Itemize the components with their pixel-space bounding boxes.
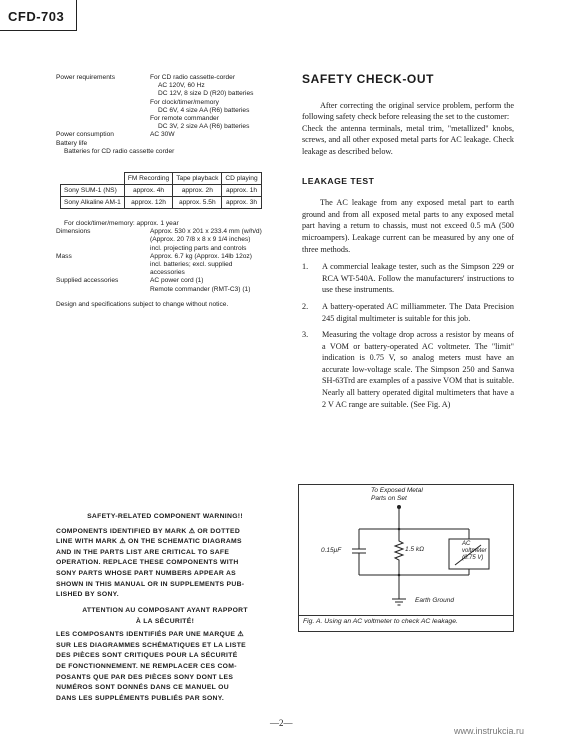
table-header: CD playing	[222, 173, 261, 185]
section-title: LEAKAGE TEST	[302, 175, 375, 186]
spec-line: DC 3V, 2 size AA (R6) batteries	[158, 123, 250, 131]
warning-line: DANS LES SUPPLÉMENTS PUBLIÉS PAR SONY.	[56, 694, 225, 702]
table-header-row	[61, 173, 262, 185]
label-line: AC	[462, 541, 471, 547]
model-header: CFD-703	[0, 0, 77, 31]
spec-line: Remote commander (RMT-C3) (1)	[150, 285, 251, 293]
list-number: 3.	[302, 330, 309, 340]
spec-line: Approx. 530 x 201 x 233.4 mm (w/h/d)	[150, 228, 262, 236]
table-cell: approx. 1h	[222, 185, 261, 197]
spec-line: For clock/timer/memory	[150, 98, 219, 106]
figure-caption: Fig. A. Using an AC voltmeter to check AC leakage.	[303, 618, 458, 625]
battery-table	[60, 172, 262, 209]
spec-line: incl. projecting parts and controls	[150, 244, 247, 252]
spec-label: Dimensions	[56, 228, 91, 236]
list-item	[302, 301, 514, 324]
label-line: (0.75 V)	[462, 555, 484, 561]
spec-line: accessories	[150, 269, 185, 277]
voltmeter-label	[462, 541, 487, 562]
spec-battery-sub: Batteries for CD radio cassette corder	[64, 147, 175, 155]
spec-label: Mass	[56, 252, 72, 260]
spec-line: For CD radio cassette-corder	[150, 74, 236, 81]
spec-value	[150, 228, 276, 253]
method-list	[302, 261, 514, 410]
spec-dimensions	[56, 228, 276, 253]
list-text: Measuring the voltage drop across a resistor by means of a VOM or battery-operated AC voltmeter. The "limit" indication is 0.75 V, so analog meters must have an accurate low-voltage scale. The Simpson 250 and Sanwa SH-63Trd are examples of a passive VOM that is suitable. Nearly all battery operated digital multimeters that have a 2 V AC range are suitable. (See Fig. A)	[322, 330, 514, 409]
spec-consumption	[56, 131, 276, 139]
warning-line: SONY PARTS WHOSE PART NUMBERS APPEAR AS	[56, 569, 237, 577]
label-line: voltmeter	[462, 548, 487, 554]
spec-line: For remote commander	[150, 115, 219, 123]
paragraph: The AC leakage from any exposed metal part to earth ground and from all exposed metal parts to any exposed metal part having a return to chassis, must not exceed 0.5 mA (500 microampers). Leakage current can be measured by any one of three methods.	[302, 198, 514, 254]
spec-clock: For clock/timer/memory: approx. 1 year	[64, 220, 179, 227]
warning-line: NUMÉROS SONT DONNÉS DANS CE MANUEL OU	[56, 684, 229, 692]
warning-line: OPERATION. REPLACE THESE COMPONENTS WITH	[56, 559, 239, 567]
table-cell: approx. 3h	[222, 197, 261, 209]
spec-label: Power consumption	[56, 131, 114, 139]
list-text: A commercial leakage tester, such as the Simpson 229 or RCA WT-540A. Follow the manufacturers' instructions to use these instruments.	[322, 262, 514, 295]
warning-line: AND IN THE PARTS LIST ARE CRITICAL TO SAFE	[56, 548, 230, 556]
specifications	[56, 74, 276, 156]
spec-label: Supplied accessories	[56, 277, 119, 285]
spec-accessories	[56, 277, 276, 293]
table-cell: Sony Alkaline AM-1	[61, 197, 125, 209]
safety-checkout-section	[302, 74, 514, 415]
label-line: Parts on Set	[371, 495, 407, 502]
safety-warning-en	[56, 512, 274, 601]
table-cell: approx. 5.5h	[173, 197, 222, 209]
paragraph: After correcting the original service problem, perform the following safety check before releasing the set to the customer:	[302, 100, 514, 122]
table-header: Tape playback	[173, 173, 222, 185]
list-text: A battery-operated AC milliammeter. The Data Precision 245 digital multimeter is suitable for this job.	[322, 301, 514, 323]
label-line: To Exposed Metal	[371, 487, 423, 494]
table-header: FM Recording	[124, 173, 172, 185]
table-row	[61, 185, 262, 197]
warning-title: SAFETY-RELATED COMPONENT WARNING!!	[87, 513, 243, 520]
table-row	[61, 197, 262, 209]
safety-warning-fr	[56, 606, 274, 704]
list-item	[302, 261, 514, 296]
spec-line: Approx. 6.7 kg (Approx. 14lb 12oz)	[150, 252, 252, 260]
list-item	[302, 329, 514, 410]
spec-mass	[56, 253, 276, 278]
table-cell: approx. 2h	[173, 185, 222, 197]
caption-divider	[299, 615, 513, 616]
figure-a	[298, 484, 514, 632]
spec-line: AC 120V, 60 Hz	[158, 82, 205, 90]
page-number: —2—	[270, 718, 293, 728]
warning-line: DES PIÈCES SONT CRITIQUES POUR LA SÉCURITÉ	[56, 652, 238, 660]
list-number: 1.	[302, 262, 309, 272]
spec-value: AC 30W	[150, 131, 175, 139]
paragraph: Check the antenna terminals, metal trim, "metallized" knobs, screws, and all other exposed metal parts for AC leakage. Check leakage as described below.	[302, 123, 514, 156]
spec-line: AC power cord (1)	[150, 277, 204, 285]
figure-top-label	[371, 487, 423, 503]
warning-line: DE FONCTIONNEMENT. NE REMPLACER CES COM-	[56, 662, 237, 670]
spec-line: DC 12V, 8 size D (R20) batteries	[158, 90, 254, 98]
warning-title: ATTENTION AU COMPOSANT AYANT RAPPORT	[82, 607, 248, 614]
spec-value	[150, 74, 276, 131]
specifications-continued	[56, 220, 276, 309]
warning-line: SUR LES DIAGRAMMES SCHÉMATIQUES ET LA LISTE	[56, 641, 247, 649]
section-title: SAFETY CHECK-OUT	[302, 72, 435, 86]
table-cell: approx. 12h	[124, 197, 172, 209]
spec-value	[150, 277, 276, 293]
warning-line: LINE WITH MARK ⚠ ON THE SCHEMATIC DIAGRAMS	[56, 538, 242, 546]
ground-label: Earth Ground	[415, 597, 455, 604]
capacitor-label: 0.15μF	[321, 547, 342, 554]
warning-title: À LA SÉCURITÉ!	[135, 617, 195, 625]
spec-label: Power requirements	[56, 74, 116, 81]
spec-note: Design and specifications subject to change without notice.	[56, 300, 229, 308]
resistor-label: 1.5 kΩ	[405, 546, 425, 553]
spec-line: DC 6V, 4 size AA (R6) batteries	[158, 106, 250, 114]
warning-line: LISHED BY SONY.	[56, 591, 119, 599]
spec-power	[56, 74, 276, 131]
table-cell: Sony SUM-1 (NS)	[61, 185, 125, 197]
spec-line: incl. batteries; excl. supplied	[150, 261, 233, 269]
table-cell: approx. 4h	[124, 185, 172, 197]
spec-line: (Approx. 20 7/8 x 8 x 9 1/4 inches)	[150, 236, 251, 244]
list-number: 2.	[302, 301, 309, 311]
warning-line: SHOWN IN THIS MANUAL OR IN SUPPLEMENTS PUB-	[56, 580, 245, 588]
warning-line: LES COMPOSANTS IDENTIFIÉS PAR UNE MARQUE ⚠	[56, 631, 244, 639]
warning-line: COMPONENTS IDENTIFIED BY MARK ⚠ OR DOTTED	[56, 527, 241, 535]
spec-battery-label: Battery life	[56, 139, 88, 147]
spec-value	[150, 253, 276, 278]
table-corner	[61, 173, 125, 185]
watermark: www.instrukcia.ru	[454, 726, 525, 736]
warning-line: POSANTS QUE PAR DES PIÈCES SONY DONT LES	[56, 673, 234, 681]
